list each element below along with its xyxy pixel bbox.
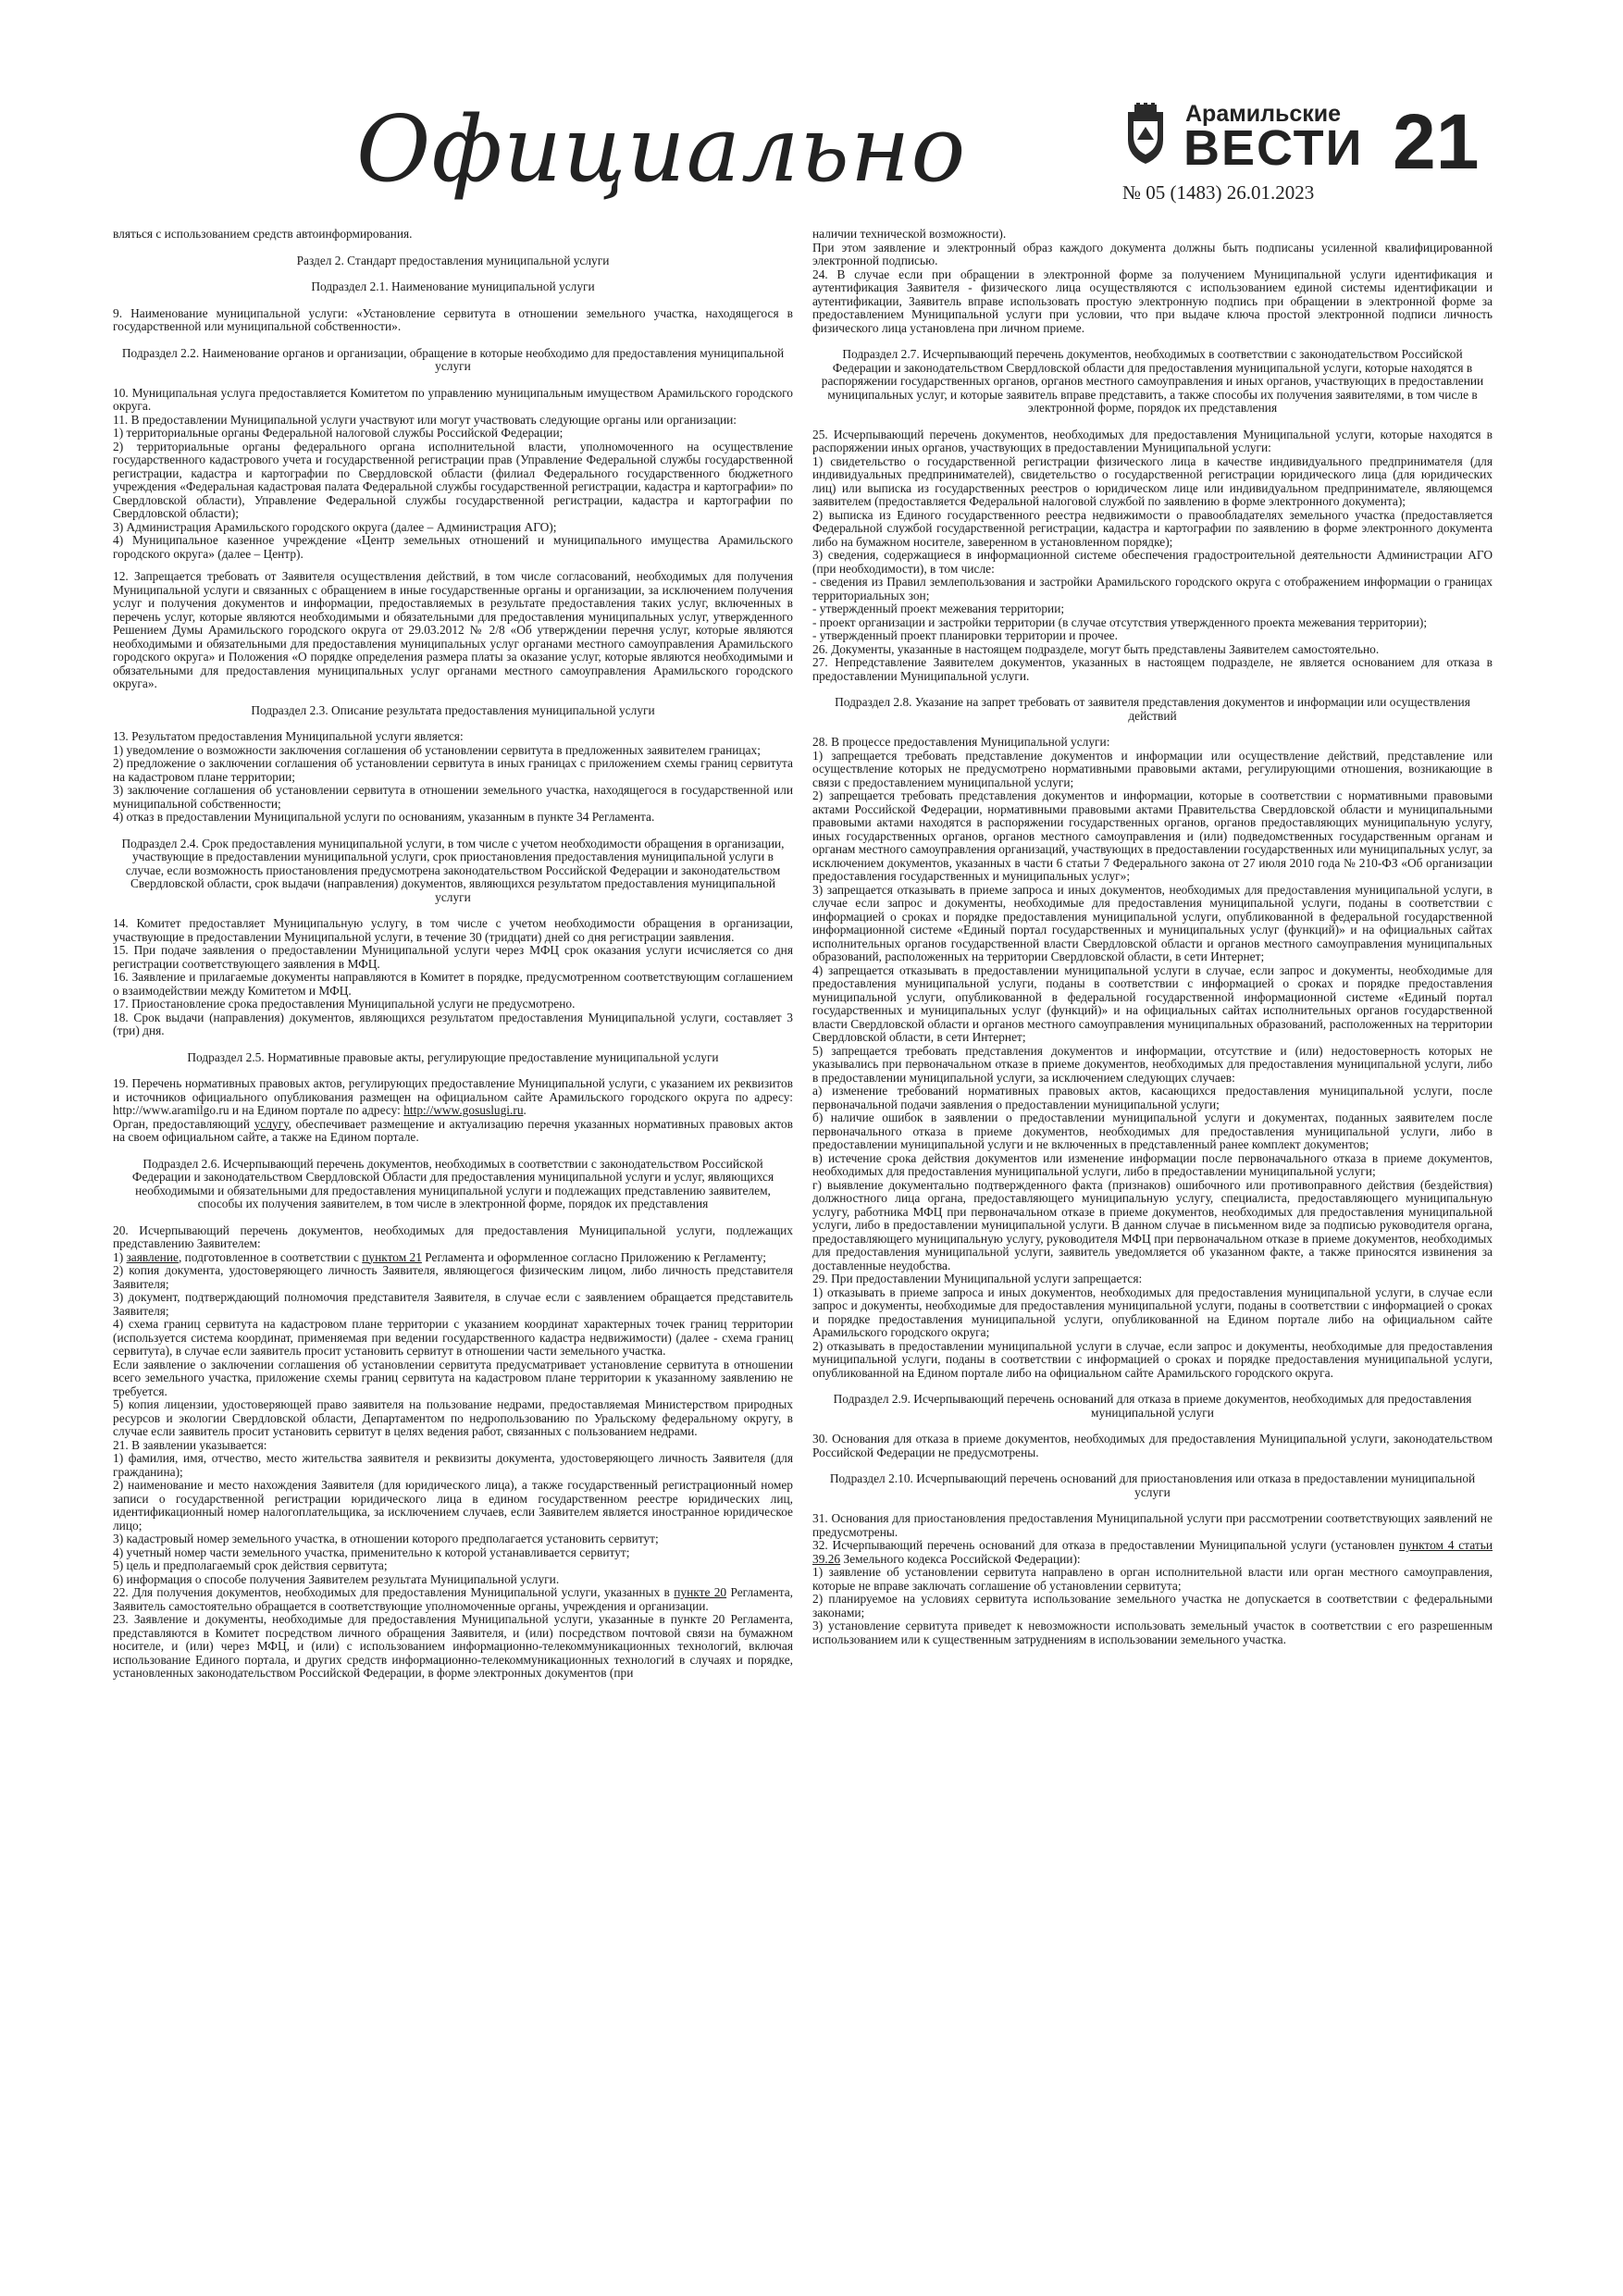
paragraph: 25. Исчерпывающий перечень документов, необходимых для предоставления Муниципальной услуги, которые находятся в распоряжении иных органов, участвующих в предоставлении Муниципальной услуги: [812, 427, 1493, 454]
masthead [0, 0, 1623, 222]
list-item: 5) запрещается требовать представления документов и информации, отсутствие и (или) недостоверность которых не указывались при первоначальном отказе в приеме документов, необходимых для предоставления муниципальной услуги, либо в предоставлении муниципальной услуги, за исключением следующих случаев: [812, 1043, 1493, 1085]
paragraph: 27. Непредставление Заявителем документов, указанных в настоящем подразделе, не является основанием для отказа в предоставлении Муниципальной услуги. [812, 655, 1493, 683]
list-item: 3) сведения, содержащиеся в информационной системе обеспечения градостроительной деятельности Администрации АГО (при необходимости), в том числе: [812, 548, 1493, 576]
clause-21-link[interactable]: пунктом 21 [362, 1249, 422, 1264]
coat-of-arms-icon [1122, 103, 1169, 166]
list-item: в) истечение срока действия документов или изменение информации после первоначального отказа в приеме документов, необходимых для предоставления муниципальной услуги, либо в предоставлении муниципальной услуги; [812, 1150, 1493, 1178]
list-item: 2) отказывать в предоставлении муниципальной услуги в случае, если запрос и документы, необходимые для предоставления муниципальной услуги, поданы в соответствии с информацией о сроках и порядке предоставления муниципальной услуги, опубликованной на Едином портале либо на официальном сайте Арамильского городского округа. [812, 1338, 1493, 1380]
list-item: 3) запрещается отказывать в приеме запроса и иных документов, необходимых для предоставления муниципальной услуги, в случае если запрос и документы, необходимые для предоставления муниципальной услуги, поданы в соответствии с информацией о сроках и порядке предоставления муниципальной услуги, опубликованной в федеральной государственной информационной системе «Единый портал государственных и муниципальных услуг (функций)» и на официальных сайтах исполнительных органов государственной власти Свердловской области и органов местного самоуправления муниципальных образований, расположенных на территории Свердловской области, в сети Интернет; [812, 882, 1493, 963]
paragraph: 28. В процессе предоставления Муниципальной услуги: [812, 735, 1110, 749]
list-item: 1) запрещается требовать представление документов и информации или осуществление действий, представление или осуществление которых не предусмотрено нормативными правовыми актами, регулирующими отношения, возникающие в связи с предоставлением муниципальной услуги; [812, 748, 1493, 789]
section-heading: Раздел 2. Стандарт предоставления муниципальной услуги [296, 253, 610, 267]
list-item: - проект организации и застройки территории (в случае отсутствия утвержденного проекта межевания территории); [812, 614, 1428, 629]
clause-20-link[interactable]: пункте 20 [674, 1585, 727, 1599]
application-link[interactable]: заявление [126, 1249, 179, 1264]
list-item: - утвержденный проект планировки территории и прочее. [812, 628, 1118, 642]
paragraph: наличии технической возможности). [812, 227, 1007, 241]
subsection-heading: Подраздел 2.6. Исчерпывающий перечень документов, необходимых в соответствии с законодательством Российской Федерации и законодательством Свердловской Области для предоставления муниципальной услуги и услуг, являющихся необходимыми и обязательными для предоставления муниципальной услуги и подлежащих представлению заявителем, способы их получения заявителем, в том числе в электронной форме, порядок их представления [131, 1156, 774, 1210]
list-item: 2) предложение о заключении соглашения об установлении сервитута в иных границах с приложением схемы границ сервитута на кадастровом плане территории; [113, 756, 793, 784]
list-item: - сведения из Правил землепользования и застройки Арамильского городского округа с отображением информации о границах территориальных зон; [812, 575, 1493, 602]
list-item: 4) запрещается отказывать в предоставлении муниципальной услуги в случае, если запрос и документы, необходимые для предоставления муниципальной услуги, поданы в соответствии с информацией о сроках и порядке предоставления муниципальной услуги, опубликованной в федеральной государственной информационной системе «Единый портал государственных и муниципальных услуг (функций)» и на официальных сайтах исполнительных органов государственной власти Свердловской области и органов местного самоуправления муниципальных образований, расположенных на территории Свердловской области, в сети Интернет; [812, 962, 1493, 1044]
paragraph: 31. Основания для приостановления предоставления Муниципальной услуги при рассмотрении соответствующих заявлений не предусмотрены. [812, 1511, 1493, 1539]
list-item: 2) копия документа, удостоверяющего личность Заявителя, являющегося физическим лицом, либо личность представителя Заявителя; [113, 1263, 793, 1291]
paragraph: 30. Основания для отказа в приеме документов, необходимых для предоставления Муниципальной услуги, законодательством Российской Федерации не предусмотрены. [812, 1432, 1493, 1459]
paragraph: 22. Для получения документов, необходимых для предоставления Муниципальной услуги, указанных в пункте 20 Регламента, Заявитель самостоятельно обращается в соответствующие уполномоченные органы, учреждения и организации. [113, 1585, 794, 1613]
list-item: 1) территориальные органы Федеральной налоговой службы Российской Федерации; [113, 426, 564, 440]
list-item: 2) наименование и место нахождения Заявителя (для юридического лица), а также государственный регистрационный номер записи о государственной регистрации юридического лица в едином государственном реестре юридических лиц, идентификационный номер налогоплательщика, за исключением случаев, если Заявителем является иностранное юридическое лицо; [113, 1478, 793, 1533]
brand-small: Арамильские [1185, 101, 1342, 127]
service-link[interactable]: услугу [254, 1116, 289, 1131]
list-item: а) изменение требований нормативных правовых актов, касающихся предоставления муниципальной услуги, после первоначальной подачи заявления о предоставлении муниципальной услуги; [812, 1084, 1493, 1111]
list-item: 5) цель и предполагаемый срок действия сервитута; [113, 1558, 388, 1572]
paragraph: Если заявление о заключении соглашения об установлении сервитута предусматривает установление сервитута в отношении всего земельного участка, приложение схемы границ сервитута на кадастровом плане территории к указанному заявлению не требуется. [113, 1357, 793, 1398]
list-item: 2) территориальные органы федерального органа исполнительной власти, уполномоченного на осуществление государственного кадастрового учета и государственной регистрации прав (Управление Федеральной службы государственной регистрации, кадастра и картографии по Свердловской области (филиал Федерального государственного бюджетного учреждения «Федеральная кадастровая палата Федеральной службы государственной регистрации, кадастра и картографии» по Свердловской области), Управление Федеральной службы государственной регистрации, кадастра и картографии по Свердловской области); [113, 439, 793, 520]
list-item: 1) свидетельство о государственной регистрации физического лица в качестве индивидуального предпринимателя (для индивидуальных предпринимателей), свидетельство о государственной регистрации юридического лица (для юридических лиц) или выписка из государственных реестров о юридическом лице или индивидуальном предпринимателе, являющемся заявителем (предоставляется Федеральной налоговой службой по заявлению в форме электронного документа); [812, 453, 1493, 508]
list-item: 1) уведомление о возможности заключения соглашения об установлении сервитута в предложенных заявителем границах; [113, 742, 761, 757]
list-item: 2) запрещается требовать представления документов и информации, которые в соответствии с нормативными правовыми актами Российской Федерации, нормативными правовыми актами Правительства Свердловской области и муниципальными правовыми актами находятся в распоряжении государственных органов, органов предоставляющих муниципальную услугу, иных государственных органов, органов местного самоуправления и (или) подведомственных государственным органам и органам местного самоуправления организаций, участвующих в предоставлении государственных или муниципальных услуг, за исключением документов, указанных в части 6 статьи 7 Федерального закона от 27 июля 2010 года № 210-ФЗ «Об организации предоставления государственных и муниципальных услуг»; [812, 788, 1493, 883]
paragraph: 24. В случае если при обращении в электронной форме за получением Муниципальной услуги идентификация и аутентификация Заявителя - физического лица осуществляются с использованием единой системы идентификации и аутентификации, Заявитель вправе использовать простую электронную подпись при обращении в электронной форме за предоставлением Муниципальной услуги при условии, что при выдаче ключа простой электронной подписи личность физического лица установлена при личном приеме. [812, 267, 1493, 335]
list-item: 4) отказ в предоставлении Муниципальной услуги по основаниям, указанным в пункте 34 Регламента. [113, 810, 655, 824]
land-code-link[interactable]: пунктом 4 статьи 39.26 [812, 1538, 1493, 1566]
section-title: Официально [356, 97, 967, 203]
subsection-heading: Подраздел 2.2. Наименование органов и организации, обращение в которые необходимо для предоставления муниципальной услуги [121, 345, 785, 373]
list-item: 1) заявление, подготовленное в соответствии с пунктом 21 Регламента и оформленное согласно Приложению к Регламенту; [113, 1249, 766, 1264]
subsection-heading: Подраздел 2.7. Исчерпывающий перечень документов, необходимых в соответствии с законодательством Российской Федерации и законодательством Свердловской области для предоставления муниципальной услуги, которые находятся в распоряжении государственных органов, органов местного самоуправления и иных органов, участвующих в предоставлении муниципальных услуг, и которые заявитель вправе представить, а также способы их получения заявителями, в том числе в электронной форме, порядок их представления [821, 347, 1484, 415]
list-item: 4) схема границ сервитута на кадастровом плане территории с указанием координат характерных точек границ территории (используется система координат, применяемая при ведении государственного кадастра недвижимости) (далее - схема границ сервитута), в случае если заявитель просит установить сервитут в отношении части земельного участка. [113, 1317, 793, 1358]
page-number: 21 [1393, 98, 1480, 185]
subsection-heading: Подраздел 2.9. Исчерпывающий перечень оснований для отказа в приеме документов, необходимых для предоставления муниципальной услуги [833, 1392, 1472, 1420]
brand-big: ВЕСТИ [1183, 120, 1364, 176]
newspaper-logo [1122, 97, 1364, 176]
paragraph: 15. При подаче заявления о предоставлении Муниципальной услуги через МФЦ срок оказания услуги исчисляется со дня регистрации соответствующего заявления в МФЦ. [113, 943, 793, 971]
paragraph: 29. При предоставлении Муниципальной услуги запрещается: [812, 1272, 1143, 1285]
paragraph: 12. Запрещается требовать от Заявителя осуществления действий, в том числе согласований, необходимых для получения Муниципальной услуги и связанных с обращением в иные государственные органы и организации, за исключением получения услуг и получения документов и информации, предоставляемых в результате предоставления таких услуг, включенных в перечень услуг, которые являются необходимыми и обязательными для предоставления муниципальных услуг, утвержденного Решением Думы Арамильского городского округа от 29.03.2012 № 2/8 «Об утверждении перечня услуг, которые являются необходимыми и обязательными для предоставления муниципальных услуг органами местного самоуправления Арамильского городского округа» и Положения «О порядке определения размера платы за оказание услуг, которые являются необходимыми и обязательными для предоставления муниципальных услуг органами местного самоуправления Арамильского городского округа». [113, 569, 793, 690]
issue-number: № 05 (1483) 26.01.2023 [1122, 181, 1315, 204]
paragraph: 26. Документы, указанные в настоящем подразделе, могут быть представлены Заявителем самостоятельно. [812, 641, 1380, 656]
paragraph: 16. Заявление и прилагаемые документы направляются в Комитет в порядке, предусмотренном соответствующим соглашением о взаимодействии между Комитетом и МФЦ. [113, 970, 793, 998]
list-item: 2) выписка из Единого государственного реестра недвижимости о правообладателях земельного участка (предоставляется Федеральной службой государственной регистрации, кадастра и картографии по заявлению в форме электронного документа либо на бумажном носителе, заверенном в установленном порядке); [812, 507, 1493, 549]
paragraph: 32. Исчерпывающий перечень оснований для отказа в предоставлении Муниципальной услуги (установлен пунктом 4 статьи 39.26 Земельного кодекса Российской Федерации): [812, 1538, 1493, 1566]
paragraph: 18. Срок выдачи (направления) документов, являющихся результатом предоставления Муниципальной услуги, составляет 3 (три) дня. [113, 1010, 793, 1037]
right-column [812, 228, 1493, 1646]
list-item: 3) кадастровый номер земельного участка, в отношении которого предполагается установить сервитут; [113, 1532, 659, 1545]
subsection-heading: Подраздел 2.8. Указание на запрет требовать от заявителя представления документов и информации или осуществления действий [835, 695, 1470, 723]
paragraph: 23. Заявление и документы, необходимые для предоставления Муниципальной услуги, указанные в пункте 20 Регламента, представляются в Комитет посредством личного обращения Заявителя, и (или) посредством почтовой связи на бумажном носителе, и (или) через МФЦ, и (или) с использованием информационно-телекоммуникационных технологий, включая использование Единого портала, и других средств информационно-телекоммуникационных технологий в случаях и порядке, установленных законодательством Российской Федерации, в форме электронных документов (при [113, 1612, 793, 1680]
subsection-heading: Подраздел 2.4. Срок предоставления муниципальной услуги, в том числе с учетом необходимости обращения в организации, участвующие в предоставлении муниципальной услуги, срок приостановления предоставления муниципальной услуги в случае, если возможность приостановления предусмотрена законодательством Российской Федерации и законодательством Свердловской области, срок выдачи (направления) документов, являющихся результатом предоставления муниципальной услуги [121, 836, 785, 904]
paragraph: 11. В предоставлении Муниципальной услуги участвуют или могут участвовать следующие органы или организации: [113, 412, 737, 427]
paragraph: Орган, предоставляющий услугу, обеспечивает размещение и актуализацию перечня указанных нормативных правовых актов на своем официальном сайте, а также на Едином портале. [113, 1116, 793, 1144]
list-item: 4) учетный номер части земельного участка, применительно к которой устанавливается сервитут; [113, 1545, 630, 1559]
list-item: 1) фамилия, имя, отчество, место жительства заявителя и реквизиты документа, удостоверяющего личность Заявителя (для гражданина); [113, 1451, 793, 1479]
list-item: 1) отказывать в приеме запроса и иных документов, необходимых для предоставления муниципальной услуги, в случае если запрос и документы, необходимые для предоставления муниципальной услуги, поданы в соответствии с информацией о сроках и порядке предоставления муниципальной услуги, опубликованной на Едином портале либо на официальном сайте Арамильского городского округа; [812, 1285, 1493, 1339]
subsection-heading: Подраздел 2.3. Описание результата предоставления муниципальной услуги [251, 702, 655, 717]
paragraph: 19. Перечень нормативных правовых актов, регулирующих предоставление Муниципальной услуги, с указанием их реквизитов и источников официального опубликования размещен на официальном сайте Арамильского городского округа по адресу: http://www.aramilgo.ru и на Едином портале по адресу: http://www.gosuslugi.ru. [113, 1076, 793, 1117]
list-item: 3) Администрация Арамильского городского округа (далее – Администрация АГО); [113, 519, 557, 534]
list-item: 3) заключение соглашения об установлении сервитута в отношении земельного участка, находящегося в государственной или муниципальной собственности; [113, 783, 793, 811]
subsection-heading: Подраздел 2.1. Наименование муниципальной услуги [311, 279, 595, 293]
gosuslugi-link[interactable]: http://www.gosuslugi.ru [403, 1103, 524, 1117]
subsection-heading: Подраздел 2.10. Исчерпывающий перечень оснований для приостановления или отказа в предоставлении муниципальной услуги [829, 1471, 1476, 1499]
list-item: 1) заявление об установлении сервитута направлено в орган исполнительной власти или орган местного самоуправления, которые не вправе заключать соглашение об установлении сервитута; [812, 1565, 1493, 1593]
subsection-heading: Подраздел 2.5. Нормативные правовые акты, регулирующие предоставление муниципальной услуги [187, 1049, 719, 1064]
list-item: 2) планируемое на условиях сервитута использование земельного участка не допускается в соответствии с федеральными законами; [812, 1592, 1493, 1620]
list-item: 4) Муниципальное казенное учреждение «Центр земельных отношений и муниципального имущества Арамильского городского округа» (далее – Центр). [113, 533, 793, 561]
paragraph: 9. Наименование муниципальной услуги: «Установление сервитута в отношении земельного участка, находящегося в государственной или муниципальной собственности». [113, 305, 793, 333]
list-item: 6) информация о способе получения Заявителем результата Муниципальной услуги. [113, 1571, 560, 1586]
paragraph: При этом заявление и электронный образ каждого документа должны быть подписаны усиленной квалифицированной электронной подписью. [812, 240, 1493, 267]
list-item: 3) документ, подтверждающий полномочия представителя Заявителя, в случае если с заявлением обращается представитель Заявителя; [113, 1290, 793, 1318]
paragraph: 21. В заявлении указывается: [113, 1437, 267, 1452]
paragraph: 10. Муниципальная услуга предоставляется Комитетом по управлению муниципальным имуществом Арамильского городского округа. [113, 385, 793, 413]
paragraph: 17. Приостановление срока предоставления Муниципальной услуги не предусмотрено. [113, 997, 576, 1011]
paragraph: вляться с использованием средств автоинформирования. [113, 227, 413, 241]
list-item: 3) установление сервитута приведет к невозможности использовать земельный участок в соответствии с его разрешенным использованием или к существенным затруднениям в использовании земельного участка. [812, 1619, 1493, 1646]
left-column [113, 228, 793, 1681]
paragraph: 14. Комитет предоставляет Муниципальную услугу, в том числе с учетом необходимости обращения в организации, участвующие в предоставлении Муниципальной услуги, в течение 30 (тридцати) дней со дня регистрации заявления. [113, 916, 793, 944]
paragraph: 13. Результатом предоставления Муниципальной услуги является: [113, 729, 464, 743]
list-item: б) наличие ошибок в заявлении о предоставлении муниципальной услуги и документах, поданных заявителем после первоначального отказа в приеме документов, необходимых для предоставления муниципальной услуги, либо в предоставлении муниципальной услуги и не включенных в представленный ранее комплект документов; [812, 1111, 1493, 1151]
list-item: 5) копия лицензии, удостоверяющей право заявителя на пользование недрами, предоставляемая Министерством природных ресурсов и экологии Свердловской области, Департаментом по недропользованию по Уральскому федеральному округу, в случае если заявитель просит установить сервитут в целях ведения работ, связанных с пользованием недрами. [113, 1397, 793, 1438]
list-item: - утвержденный проект межевания территории; [812, 602, 1065, 615]
list-item: г) выявление документально подтвержденного факта (признаков) ошибочного или противоправного действия (бездействия) должностного лица органа, предоставляющего муниципальную услугу, специалиста, предоставляющего муниципальную услугу, работника МФЦ при первоначальном отказе в приеме документов, необходимых для предоставления муниципальной услуги, либо в предоставлении муниципальной услуги. В данном случае в письменном виде за подписью руководителя органа, предоставляющего муниципальную услугу, руководителя МФЦ при первоначальном отказе в приеме документов, необходимых для предоставления муниципальной услуги, заявитель уведомляется об указанном факте, а также приносятся извинения за доставленные неудобства. [812, 1177, 1493, 1272]
paragraph: 20. Исчерпывающий перечень документов, необходимых для предоставления Муниципальной услуги, подлежащих представлению Заявителем: [113, 1222, 793, 1250]
